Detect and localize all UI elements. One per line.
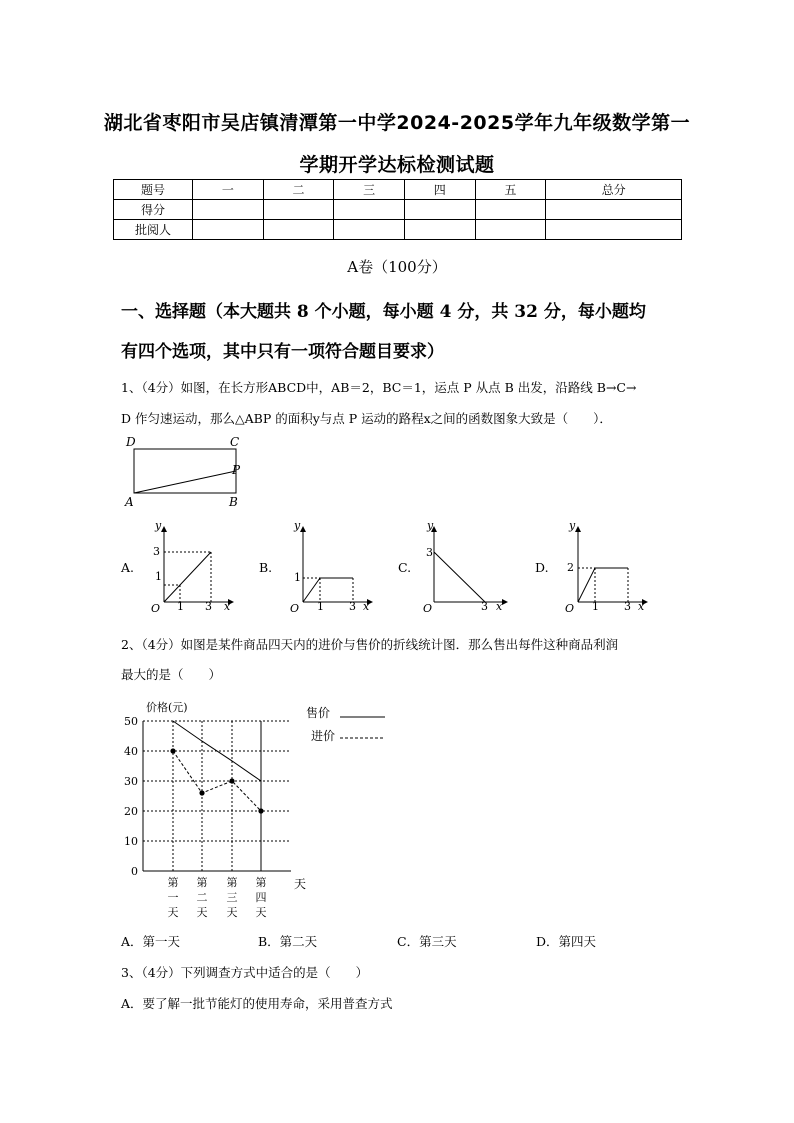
table-cell [404,200,475,220]
point-p-label: P [232,463,241,477]
q1-option-b-letter: B. [259,560,273,575]
vertex-a-label: A [125,495,134,509]
x-tick-label: 天 [226,906,238,919]
table-cell [193,200,264,220]
table-cell: 批阅人 [114,220,193,240]
q2-option-d[interactable]: D．第四天 [536,934,597,949]
legend-buy-label: 进价 [311,729,336,743]
y-tick-label: 40 [124,745,138,758]
title-line-1: 湖北省枣阳市吴店镇清潭第一中学2024-2025学年九年级数学第一 [103,112,691,134]
table-cell [334,200,405,220]
x-tick-label: 二 [196,891,208,904]
table-cell: 一 [193,180,264,200]
tick-label: 3 [426,546,433,559]
y-tick-label: 0 [131,865,138,878]
tick-label: 3 [624,600,631,612]
x-axis-label: x [638,600,645,612]
table-cell: 二 [263,180,334,200]
vertex-b-label: B [229,495,238,509]
vertex-c-label: C [230,435,240,449]
y-tick-label: 10 [124,835,138,848]
legend-sell-label: 售价 [306,706,331,720]
tick-label: 3 [153,545,160,558]
data-point [170,748,175,753]
y-axis-label: y [427,519,434,532]
q1-option-a-graph[interactable] [146,518,236,612]
q1-option-b-graph[interactable] [285,518,375,612]
tick-label: 3 [349,600,356,612]
x-tick-label: 第 [167,876,179,889]
y-axis-label: y [569,519,576,532]
q2-option-c[interactable]: C．第三天 [397,934,457,949]
origin-label: O [565,602,575,612]
title-line-2: 学期开学达标检测试题 [299,154,495,176]
tick-label: 1 [294,571,301,584]
q2-option-a[interactable]: A．第一天 [121,934,181,949]
q1-option-d-graph[interactable] [560,518,652,612]
y-tick-label: 20 [124,805,138,818]
y-axis-label: y [294,519,301,532]
q1-text-line-2: D 作匀速运动，那么△ABP 的面积y与点 P 运动的路程x之间的函数图象大致是（ ）． [121,411,612,426]
origin-label: O [151,602,161,612]
x-tick-label: 四 [255,891,267,904]
table-cell [546,220,682,240]
data-point [258,808,263,813]
table-cell [263,220,334,240]
table-cell: 题号 [114,180,193,200]
q2-option-b[interactable]: B．第二天 [258,934,318,949]
y-axis-title: 价格(元) [146,701,188,714]
q1-option-d-letter: D. [535,560,549,575]
table-cell: 四 [404,180,475,200]
section-heading-line-2: 有四个选项，其中只有一项符合题目要求） [121,342,444,362]
table-cell [546,200,682,220]
table-cell [193,220,264,240]
table-row [114,180,682,200]
q1-option-c-graph[interactable] [416,518,511,612]
q3-text-line-1: 3、（4分）下列调查方式中适合的是（ ） [121,965,369,980]
x-axis-label: x [496,600,503,612]
y-tick-label: 30 [124,775,138,788]
x-axis-label: x [363,600,370,612]
x-tick-label: 一 [167,891,179,904]
table-cell [263,200,334,220]
x-tick-label: 第 [196,876,208,889]
q1-option-c-letter: C. [398,560,412,575]
tick-label: 1 [317,600,324,612]
section-heading-line-1: 一、选择题（本大题共 8 个小题，每小题 4 分，共 32 分，每小题均 [121,302,646,322]
tick-label: 1 [592,600,599,612]
legend-lines [338,706,388,746]
table-cell [475,200,546,220]
table-cell [334,220,405,240]
table-cell: 总分 [546,180,682,200]
data-point [229,778,234,783]
q3-option-a[interactable]: A．要了解一批节能灯的使用寿命，采用普查方式 [121,996,393,1011]
q1-rectangle-figure [118,432,258,512]
y-tick-label: 50 [124,715,138,728]
x-tick-label: 第 [255,876,267,889]
table-row [114,200,682,220]
paper-part-heading: A卷（100分） [347,258,447,276]
price-line-chart [112,694,312,922]
tick-label: 2 [567,561,574,574]
table-cell: 三 [334,180,405,200]
x-tick-label: 三 [226,891,238,904]
tick-label: 1 [177,600,184,612]
origin-label: O [423,602,433,612]
q1-option-a-letter: A. [121,560,135,575]
q2-text-line-2: 最大的是（ ） [121,667,222,682]
x-tick-label: 第 [226,876,238,889]
table-cell [404,220,475,240]
x-axis-label: x [224,600,231,612]
x-tick-label: 天 [167,906,179,919]
table-cell [475,220,546,240]
origin-label: O [290,602,300,612]
y-axis-label: y [155,519,162,532]
tick-label: 3 [481,600,488,612]
q1-text-line-1: 1、（4分）如图，在长方形ABCD中，AB＝2，BC＝1，运点 P 从点 B 出发，沿路线 B→C→ [121,380,637,395]
x-tick-label: 天 [196,906,208,919]
vertex-d-label: D [126,435,136,449]
table-cell: 得分 [114,200,193,220]
q2-text-line-1: 2、（4分）如图是某件商品四天内的进价与售价的折线统计图．那么售出每件这种商品利润 [121,637,619,652]
table-row [114,220,682,240]
table-cell: 五 [475,180,546,200]
x-axis-title: 天 [294,877,307,891]
x-tick-label: 天 [255,906,267,919]
data-point [199,790,204,795]
tick-label: 1 [155,570,162,583]
score-table [113,179,682,240]
tick-label: 3 [205,600,212,612]
